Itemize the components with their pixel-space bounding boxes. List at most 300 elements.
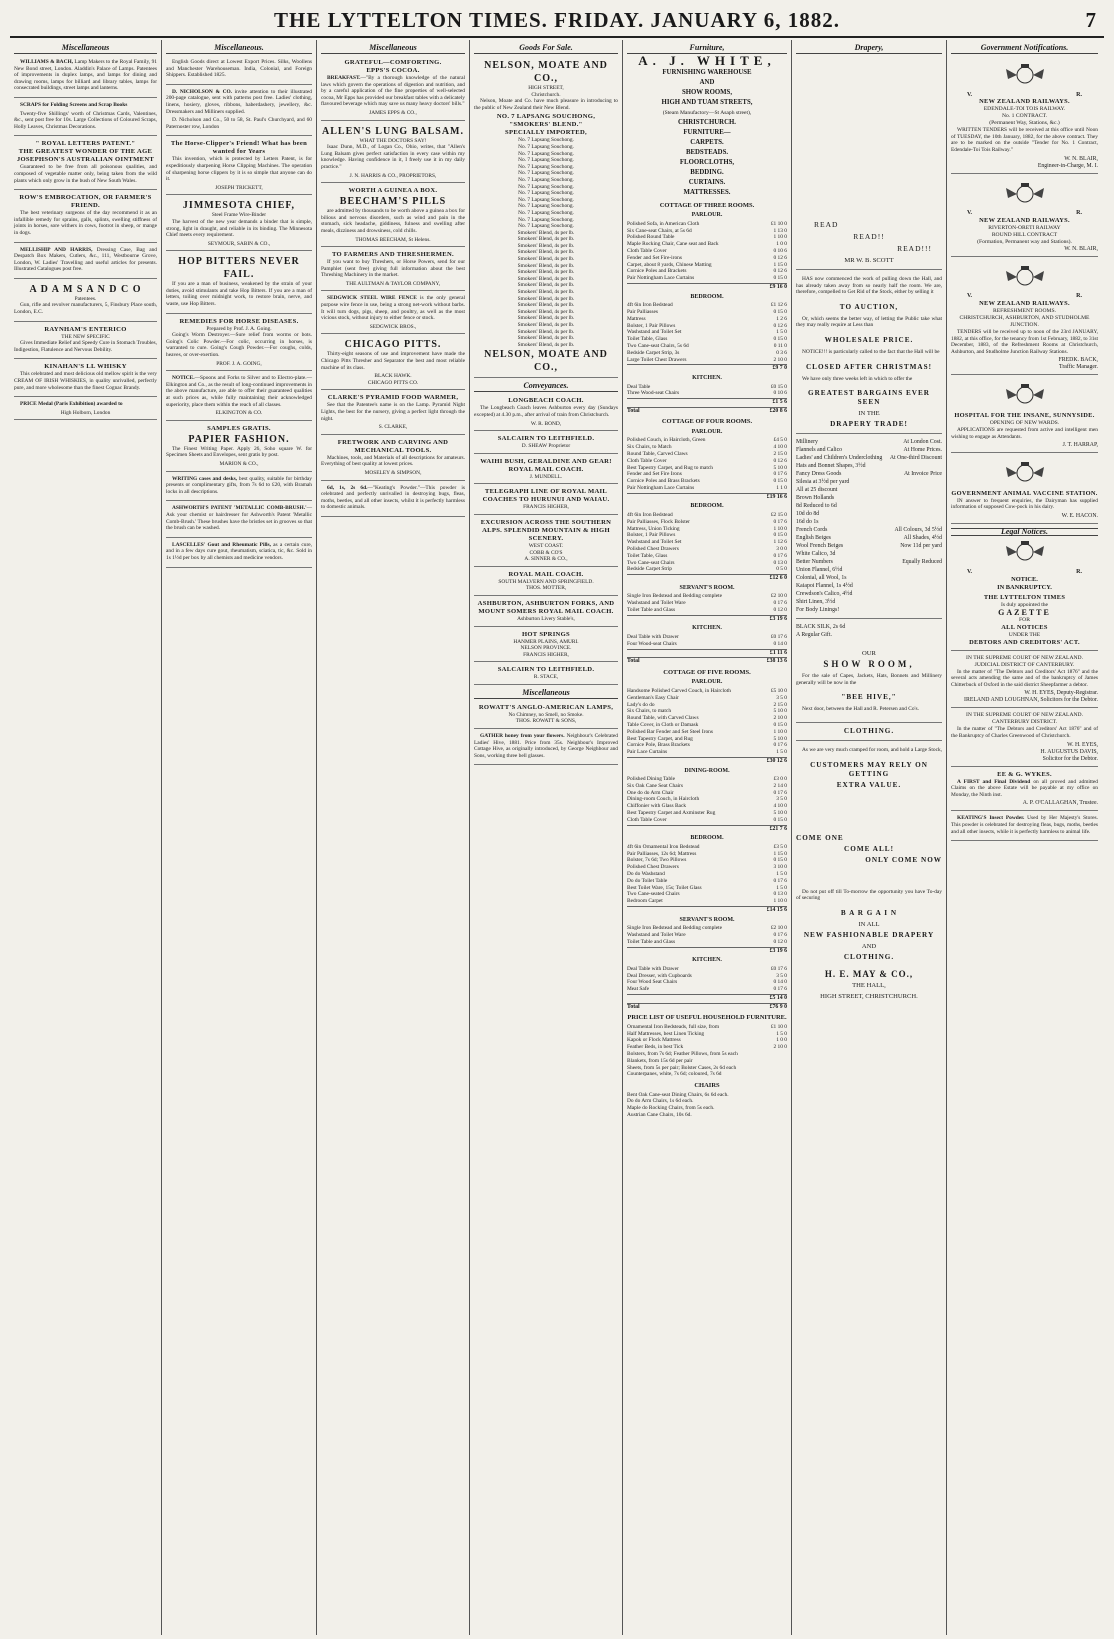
drapery-item: Colonial, all Wool, 1s	[796, 575, 847, 582]
item-price: 0 12 0	[773, 606, 787, 613]
list-item: No. 7 Lapsang Souchong.	[518, 216, 574, 223]
price-row	[627, 925, 787, 932]
advert-body: Dressing Case, Bag and Despatch Box Makers, Cutlers, &c., 111, Westbourne Grove, London, W. Ladies' Travelling and useful articles for presents. Illustrated Catalogues post free.	[14, 246, 157, 273]
item-name: Cloth Table Cover	[627, 247, 667, 254]
room-heading: PARLOUR.	[691, 212, 723, 219]
price-row	[627, 309, 787, 316]
column-heading: Miscellaneous.	[166, 42, 312, 54]
room-heading: PARLOUR.	[691, 428, 723, 435]
price-row	[627, 593, 787, 600]
advert-heading: SALCAIRN TO LEITHFIELD.	[497, 435, 595, 443]
notice-hospital	[951, 377, 1098, 453]
column-miscellaneous-2	[162, 40, 317, 1635]
price-row	[627, 1058, 787, 1065]
advert-heading: TO FARMERS AND THRESHERMEN.	[331, 251, 455, 259]
bankruptcy-heading: IN BANKRUPTCY.	[997, 583, 1052, 591]
item-name: Cloth Table Cover	[627, 816, 667, 823]
price-row	[627, 1071, 787, 1078]
list-item: No. 7 Lapsang Souchong.	[518, 137, 574, 144]
subtotal: £21 7 6	[769, 825, 787, 832]
price-row	[627, 600, 787, 607]
drapery-item: Hats and Bonnet Shapes, 3½d	[796, 463, 866, 470]
notice-signature: W. H. EYES,	[1067, 741, 1098, 748]
price-row	[627, 607, 787, 614]
item-price: £2 15 0	[770, 512, 787, 519]
advert-body: See that the Patentee's name is on the Lamp. Pyramid Night Lights, the best for the nursery, giving a perfect light through the night.	[321, 402, 465, 422]
item-name: Feather Beds, in best Tick	[627, 1044, 684, 1051]
item-price: 5 10 0	[773, 735, 787, 742]
advert-ashburton-coach	[474, 598, 618, 627]
chairs-list	[627, 1092, 787, 1118]
price-row	[627, 384, 787, 391]
price-row	[627, 302, 787, 309]
item-price: 5 10 0	[773, 464, 787, 471]
advert-subheading: FURNISHING WAREHOUSE	[662, 68, 752, 76]
advert-subheading: HIGH AND TUAM STREETS,	[661, 98, 753, 106]
advert-body: Lamp Makers to the Royal Family, 91 New Bond street, London. Aladdin's Palace of Lamps. Patentees of improvements in duplex lamps, and lamps for dining and drawing rooms, lamps for billiard and library tables, lamps for consecrated buildings, street lamps and lanterns.	[14, 59, 157, 92]
item-name: Gentleman's Easy Chair	[627, 694, 679, 701]
advert-allens-lung-balsam	[321, 123, 465, 184]
item-price: 0 12 6	[773, 254, 787, 261]
v-letter: V.	[967, 293, 973, 300]
advert-kinahan	[14, 361, 157, 397]
list-item: Austrian Cane Chairs, 10s 6d.	[627, 1111, 692, 1118]
price-list	[627, 688, 787, 756]
price-row	[627, 1051, 787, 1058]
advert-signature: S. CLARKE,	[378, 424, 408, 431]
item-price: 0 12 6	[773, 268, 787, 275]
v-letter: V.	[967, 569, 973, 576]
subtotal: £3 19 6	[769, 615, 787, 622]
advert-body: The Finest Writing Paper. Apply 26, Soho square W. for Specimen Sheets and Envelopes, sent gratis by post.	[166, 445, 312, 459]
price-row	[627, 546, 787, 553]
item-name: Polished Bar Fender and Set Steel Irons	[627, 728, 713, 735]
list-item: No. 7 Lapsang Souchong.	[518, 223, 574, 230]
list-item: Smokers' Blend, 4s per lb.	[517, 322, 575, 328]
notice-signature-title: Solicitor for the Debtor.	[1042, 755, 1098, 762]
advert-signature: J. N. HARRIS & CO., PROPRIETORS,	[349, 172, 437, 179]
advert-body: best quality, suitable for birthday presents or complimentary gifts, from 7s 6d to £20, with Bramah locks in all descriptions.	[166, 475, 312, 495]
advert-heading: ASHBURTON, ASHBURTON FORKS, AND MOUNT SOMERS ROYAL MAIL COACH.	[477, 599, 615, 615]
item-price: £0 15 0	[770, 383, 787, 390]
drapery-trade-heading: DRAPERY TRADE!	[830, 420, 908, 429]
drapery-item: Brown Hollands	[796, 495, 835, 502]
item-price: 1 15 0	[773, 261, 787, 268]
notice-refreshment-rooms	[951, 259, 1098, 376]
price-row	[627, 566, 787, 573]
advert-rowatt-lamps	[474, 702, 618, 729]
price-row	[627, 1037, 787, 1044]
price-row	[627, 634, 787, 641]
price-list	[627, 776, 787, 824]
item-name: Kapok or Flock Mattress	[627, 1037, 681, 1044]
price-row	[627, 729, 787, 736]
advert-keating	[951, 813, 1098, 841]
advert-body: This celebrated and most delicious old mellow spirit is the very CREAM OF IRISH WHISKIES, in quality unrivalled, perfectly pure, and more wholesome than the finest Cognac Brandy.	[14, 371, 157, 391]
list-item: Smokers' Blend, 4s per lb.	[517, 328, 575, 335]
notice-subheading: CANTERBURY DISTRICT.	[992, 719, 1057, 726]
vr-row	[951, 210, 1098, 217]
advert-signature: A. SINNER & CO.,	[524, 556, 568, 563]
royal-crest-icon	[951, 461, 1098, 486]
item-price: 0 13 0	[773, 891, 787, 898]
item-price: 0 12 6	[773, 322, 787, 329]
price-row	[627, 1031, 787, 1038]
item-name: Polished Round Table	[627, 234, 675, 241]
item-price: 3 10 0	[773, 864, 787, 871]
item-name: Do do Washstand	[627, 871, 665, 878]
advert-minnesota-chief	[166, 197, 312, 251]
item-name: Mattress	[627, 315, 646, 322]
item-name: Two Cane-seat Chairs, 5s 6d	[627, 342, 689, 349]
page-number: 7	[1085, 8, 1096, 32]
price-row	[627, 539, 787, 546]
advert-ashworth	[166, 503, 312, 537]
smokers-list	[474, 230, 618, 349]
item-price: 1 5 0	[776, 871, 787, 878]
item-name: Deal Table	[627, 383, 651, 390]
item-price: 1 2 6	[776, 315, 787, 322]
advert-body: The best veterinary surgeons of the day recommend it as an infallible remedy for sprains, galls, splints, swelling stiffness of joints in horses, sore withers in cows, footrot in sheep, or mange in dogs.	[14, 210, 157, 236]
advert-signature: SEDGWICK BROS.,	[369, 323, 417, 330]
price-row	[627, 519, 787, 526]
advert-nicholson	[166, 87, 312, 137]
notice-hall	[796, 347, 942, 361]
item-price: 2 10 0	[773, 715, 787, 722]
advert-hop-bitters	[166, 253, 312, 313]
item-price: 4 10 0	[773, 803, 787, 810]
advert-lead: BREAKFAST.	[327, 75, 361, 81]
item-price: 0 15 0	[773, 275, 787, 282]
item-name: Bedside Carpet Strip, 3s	[627, 349, 680, 356]
notice-subheading: (Permanent Way, Stations, &c.)	[989, 120, 1060, 127]
notice-heading: NOTICE.	[1011, 575, 1038, 583]
notice-weeks	[796, 374, 942, 388]
drapery-price-row	[796, 590, 942, 598]
item-name: Washstand and Toilet Set	[627, 329, 682, 336]
notice-subheading: Is duly appointed the	[1000, 601, 1049, 608]
price-row	[627, 857, 787, 864]
item-name: Carpet, about 8 yards, Chinese Matting	[627, 261, 712, 268]
advert-english-goods	[166, 57, 312, 85]
drapery-item: All at 25 discount	[796, 487, 838, 494]
item-name: Fender and Set Fire Irons	[627, 471, 682, 478]
item-name: Best Tapestry Carpet, and Rug	[627, 735, 693, 742]
subtotal: £1 11 6	[769, 649, 787, 656]
item-price: 0 14 0	[773, 979, 787, 986]
price-row	[627, 986, 787, 993]
room-heading: DINING-ROOM.	[684, 767, 730, 774]
item-name: Six Oak Cane Seat Chairs	[627, 782, 683, 789]
price-list	[627, 966, 787, 993]
price-row	[627, 1044, 787, 1051]
item-price: 2 15 0	[773, 701, 787, 708]
item-price: 2 14 0	[773, 782, 787, 789]
item-price: 0 17 6	[773, 742, 787, 749]
advert-salcairn-1	[474, 433, 618, 454]
subtotal: £12 6 0	[769, 575, 787, 582]
drapery-price-row	[796, 454, 942, 462]
drapery-price-row	[796, 494, 942, 502]
advert-body: This invention, which is protected by Letters Patent, is for expeditiously sharpening Horse Clipping Machines. The operation of sharpening horse clippers by it is so simple that anyone can do it.	[166, 156, 312, 183]
item-price: 2 10 0	[773, 1044, 787, 1051]
r-letter: R.	[1076, 569, 1082, 576]
list-item: Smokers' Blend, 4s per lb.	[517, 249, 575, 256]
item-name: Four Wood Seat Chairs	[627, 979, 678, 986]
drapery-price-row	[796, 542, 942, 550]
drapery-price: Equally Reduced	[902, 559, 942, 566]
list-item: BEDSTEADS.	[685, 148, 729, 156]
advert-subheading: WHAT THE DOCTORS SAY!	[359, 137, 427, 144]
price-row	[627, 742, 787, 749]
item-name: Washstand and Toilet Set	[627, 539, 682, 546]
subtotal-row	[627, 493, 787, 501]
item-name: Bedside Carpet Strip	[627, 566, 672, 573]
item-name: Best Tapestry Carpet and Axminster Rug	[627, 810, 716, 817]
royal-crest-icon	[951, 63, 1098, 88]
item-name: Deal Table with Drawer	[627, 965, 679, 972]
price-row	[627, 776, 787, 783]
advert-body: The Longbeach Coach leaves Ashburton every day (Sundays excepted) at 4.30 p.m., after arrival of train from Christchurch.	[474, 405, 618, 418]
notice-subheading: IN THE SUPREME COURT OF NEW ZEALAND.	[966, 654, 1083, 661]
item-price: 4 10 0	[773, 444, 787, 451]
notice-vaccine	[951, 455, 1098, 524]
price-row	[627, 357, 787, 364]
price-row	[627, 641, 787, 648]
divider	[796, 740, 942, 741]
extra-value-heading: EXTRA VALUE.	[836, 780, 902, 789]
price-row	[627, 1024, 787, 1031]
item-name: 4ft 6in Iron Bedstead	[627, 512, 673, 519]
masthead	[10, 6, 1104, 38]
price-row	[627, 390, 787, 397]
room-heading: KITCHEN.	[692, 957, 722, 964]
item-name: Toilet Table, Glass	[627, 336, 668, 343]
subtotal-row	[627, 994, 787, 1002]
item-name: Half Mattresses, best Linen Ticking	[627, 1030, 705, 1037]
column-heading: Miscellaneous	[321, 42, 465, 54]
advert-subheading: Steel Frame Wire-Binder	[211, 212, 267, 219]
drapery-price-row	[796, 518, 942, 526]
fashionable-drapery-heading: NEW FASHIONABLE DRAPERY	[803, 930, 935, 939]
list-item: Smokers' Blend, 4s per lb.	[517, 335, 575, 342]
drapery-price-row	[796, 526, 942, 534]
item-name: Polished Dining Table	[627, 776, 676, 783]
price-row	[627, 323, 787, 330]
item-name: Polished Chest Drawers	[627, 546, 679, 553]
advert-heading: ROW'S EMBROCATION, OR FARMER'S FRIEND.	[19, 194, 152, 210]
room-heading: PARLOUR.	[691, 679, 723, 686]
item-price: 0 17 6	[773, 789, 787, 796]
item-price: 0 15 0	[773, 721, 787, 728]
advert-longbeach-coach	[474, 395, 618, 431]
item-price: 1 5 0	[776, 884, 787, 891]
item-price: 0 5 0	[776, 566, 787, 573]
drapery-item: Union Flannel, 6½d	[796, 567, 843, 574]
read-3: READ!!!	[897, 244, 932, 253]
advert-heading-white: A. J. WHITE,	[638, 53, 776, 68]
item-price: 0 3 6	[776, 349, 787, 356]
advert-excursion-alps	[474, 517, 618, 567]
column-heading: Furniture,	[627, 42, 787, 54]
advert-signature: MOSELEY & SIMPSON,	[364, 469, 422, 476]
v-letter: V.	[967, 91, 973, 98]
advert-clarke-food-warmer	[321, 392, 465, 434]
advert-signature: MARION & CO.,	[219, 460, 259, 467]
notice-subheading: OPENING OF NEW WARDS.	[989, 419, 1060, 426]
advert-subheading: Patentees.	[74, 295, 97, 302]
item-price: 0 17 6	[773, 877, 787, 884]
advert-heading: WAIHI BUSH, GERALDINE AND GEAR! ROYAL MAIL COACH.	[480, 457, 612, 473]
drapery-item: For Body Linings!	[796, 607, 840, 614]
advert-scraps	[14, 100, 157, 136]
drapery-item: Flannels and Calico	[796, 447, 843, 454]
item-name: Cornice Pole, Brass Brackets	[627, 742, 690, 749]
drapery-price-row	[796, 470, 942, 478]
price-row	[627, 234, 787, 241]
price-row	[627, 844, 787, 851]
advert-body: —"Keating's Powder."—This powder is celebrated and perfectly unrivalled in destroying bugs, fleas, moths, beetles, and all other insects, whilst it is perfectly harmless to domestic animals.	[321, 484, 465, 511]
subtotal: £3 19 6	[769, 947, 787, 954]
item-price: 0 17 6	[773, 552, 787, 559]
advert-subheading: CHRISTCHURCH.	[678, 118, 736, 126]
in-all: IN ALL	[858, 920, 880, 928]
advert-title: PAPIER FASHION.	[188, 433, 290, 445]
advert-subheading: FURNITURE—	[683, 128, 731, 136]
item-name: Single Iron Bedstead and Bedding complete	[627, 593, 723, 600]
price-row	[627, 241, 787, 248]
room-heading: SERVANT'S ROOM.	[679, 916, 735, 923]
advert-body: Machines, tools, and Materials of all descriptions for amateurs. Everything of best quality at lowest prices.	[321, 454, 465, 468]
advert-signature: FRANCIS HIGHER,	[523, 651, 569, 658]
column-furniture	[623, 40, 792, 1635]
drapery-price-row	[796, 502, 942, 510]
item-name: Blankets, from 15s 6d per pair	[627, 1057, 693, 1064]
item-price: £2 10 0	[770, 593, 787, 600]
item-price: 3 5 0	[776, 972, 787, 979]
item-name: Large Toilet Chest Drawers	[627, 356, 687, 363]
item-name: Six Chairs, to Match	[627, 444, 672, 451]
item-name: Counterpanes, white, 7s 6d; coloured, 7s 6d	[627, 1071, 722, 1078]
item-price: 1 10 0	[773, 898, 787, 905]
drapery-item: 10d do 8d	[796, 511, 820, 518]
item-name: Two Cane-seat Chairs	[627, 559, 675, 566]
price-row	[627, 255, 787, 262]
item-price: 1 10 0	[773, 525, 787, 532]
subtotal: £1 5 6	[772, 399, 787, 406]
item-price: 0 17 6	[773, 600, 787, 607]
price-row	[627, 465, 787, 472]
item-price: 0 15 0	[773, 816, 787, 823]
item-price: £4 5 0	[773, 437, 787, 444]
advert-heading: ROWATT'S ANGLO-AMERICAN LAMPS,	[478, 703, 614, 711]
list-item: No. 7 Lapsang Souchong.	[518, 203, 574, 210]
notice-text: For the sale of Capes, Jackets, Hats, Bonnets and Millinery generally will be now in the	[796, 673, 942, 686]
advert-signature: Ashburton Livery Stable's,	[517, 615, 575, 622]
room-heading: BEDROOM.	[690, 835, 724, 842]
notice-text: We have only three weeks left in which to offer the	[802, 375, 913, 382]
item-price: 5 10 0	[773, 708, 787, 715]
price-row	[627, 851, 787, 858]
item-price: £0 17 6	[770, 633, 787, 640]
advert-subheading: (Steam Manufactory—St Asaph street),	[662, 109, 752, 116]
price-row	[627, 485, 787, 492]
notice-signature: H. AUGUSTUS DAVIS,	[1040, 748, 1098, 755]
price-row	[627, 1065, 787, 1072]
advert-writing-cases	[166, 474, 312, 502]
item-name: Bolsters, from 7s 6d; Feather Pillows, from 5s each	[627, 1050, 738, 1057]
advert-subheading: BLACK HAWK.	[374, 373, 412, 380]
advert-subheading: No Chimney, no Smell, no Smoke.	[508, 711, 584, 718]
item-name: Best Tapestry Carpet, and Rug to match	[627, 464, 713, 471]
item-name: Ornamental Iron Bedsteads, full size, from	[627, 1023, 720, 1030]
notice-body: In the matter of "The Debtors and Creditors' Act 1876" and the several acts amending the same and of the bankruptcy of James Chitterbuck of Oxford in the said district Sheepfarmer a debtor.	[951, 668, 1098, 688]
advert-subheading: THE NEW SPECIFIC	[61, 333, 110, 340]
advert-subheading: Prepared by Prof. J. A. Going.	[206, 325, 272, 332]
item-name: Toilet Table, Glass	[627, 552, 668, 559]
advert-row-embrocation	[14, 192, 157, 242]
advert-heading: KINAHAN'S LL WHISKY	[44, 363, 127, 371]
advert-footer: NELSON, MOATE AND CO.,	[484, 349, 608, 374]
advert-raynham	[14, 324, 157, 360]
list-item: Smokers' Blend, 4s per lb.	[517, 341, 575, 348]
advert-heading: NOTICE.	[172, 375, 195, 382]
total-label: Total	[627, 407, 640, 414]
advert-horse-clipper	[166, 138, 312, 195]
room-heading: BEDROOM.	[690, 293, 724, 300]
notice-heading: ALL NOTICES	[1001, 623, 1048, 631]
price-row	[627, 898, 787, 905]
column-drapery	[792, 40, 947, 1635]
list-item: MATTRESSES.	[683, 188, 731, 196]
gazette-heading: GAZETTE	[998, 607, 1051, 617]
advert-elkington	[166, 373, 312, 421]
divider	[796, 433, 942, 434]
customers-heading: CUSTOMERS MAY RELY ON GETTING	[810, 760, 928, 778]
item-name: Fender and Set Fire-irons	[627, 254, 682, 261]
notice-room	[796, 745, 942, 759]
total: £38 13 6	[766, 658, 787, 665]
notice-greenwood	[951, 710, 1098, 766]
silk-note: A Regular Gift.	[796, 632, 832, 639]
item-name: Polished Couch, in Haircloth, Green	[627, 437, 706, 444]
advert-signature: THOMAS BEECHAM, St Helens.	[355, 236, 431, 243]
column-miscellaneous-3	[317, 40, 470, 1635]
drapery-price-row	[796, 606, 942, 614]
item-price: £1 10 0	[770, 220, 787, 227]
advert-signature: ELKINGTON & CO.	[215, 410, 263, 417]
total-label: Total	[627, 658, 640, 665]
firm-name: H. E. MAY & CO.,	[824, 968, 914, 979]
advert-subheading: HIGH STREET,	[528, 85, 564, 91]
chairs-heading: CHAIRS	[694, 1082, 720, 1090]
total-row	[627, 657, 787, 665]
drapery-price-row	[796, 438, 942, 446]
advert-signature: D. SHEAW Proprietor	[521, 443, 571, 450]
drapery-price-row	[796, 598, 942, 606]
item-price: 1 15 0	[773, 850, 787, 857]
price-list	[627, 437, 787, 491]
item-name: Cornice Poles and Brackets	[627, 268, 687, 275]
advert-subheading: JOSEPHSON'S AUSTRALIAN OINTMENT	[16, 156, 155, 164]
advert-sedgwick-fence	[321, 293, 465, 334]
item-name: Toilet Table and Glass	[627, 606, 676, 613]
total-row	[627, 1003, 787, 1011]
notice-text: HAS now commenced the work of pulling down the Hall, and has already taken away from so nearly half the room. We are, therefore, compelled to Get Rid of the Stock, either by selling it	[796, 276, 942, 296]
drapery-item: Millinery	[796, 439, 818, 446]
advert-body: invite attention to their illustrated 200-page catalogue, sent with patterns post free. Ladies' clothing, linens, hosiery, gloves, ribbons, haberdashery, jewellery, &c. Dressmakers and Milliners supplied.	[166, 88, 312, 115]
item-name: 4ft 6in Iron Bedstead	[627, 302, 673, 309]
